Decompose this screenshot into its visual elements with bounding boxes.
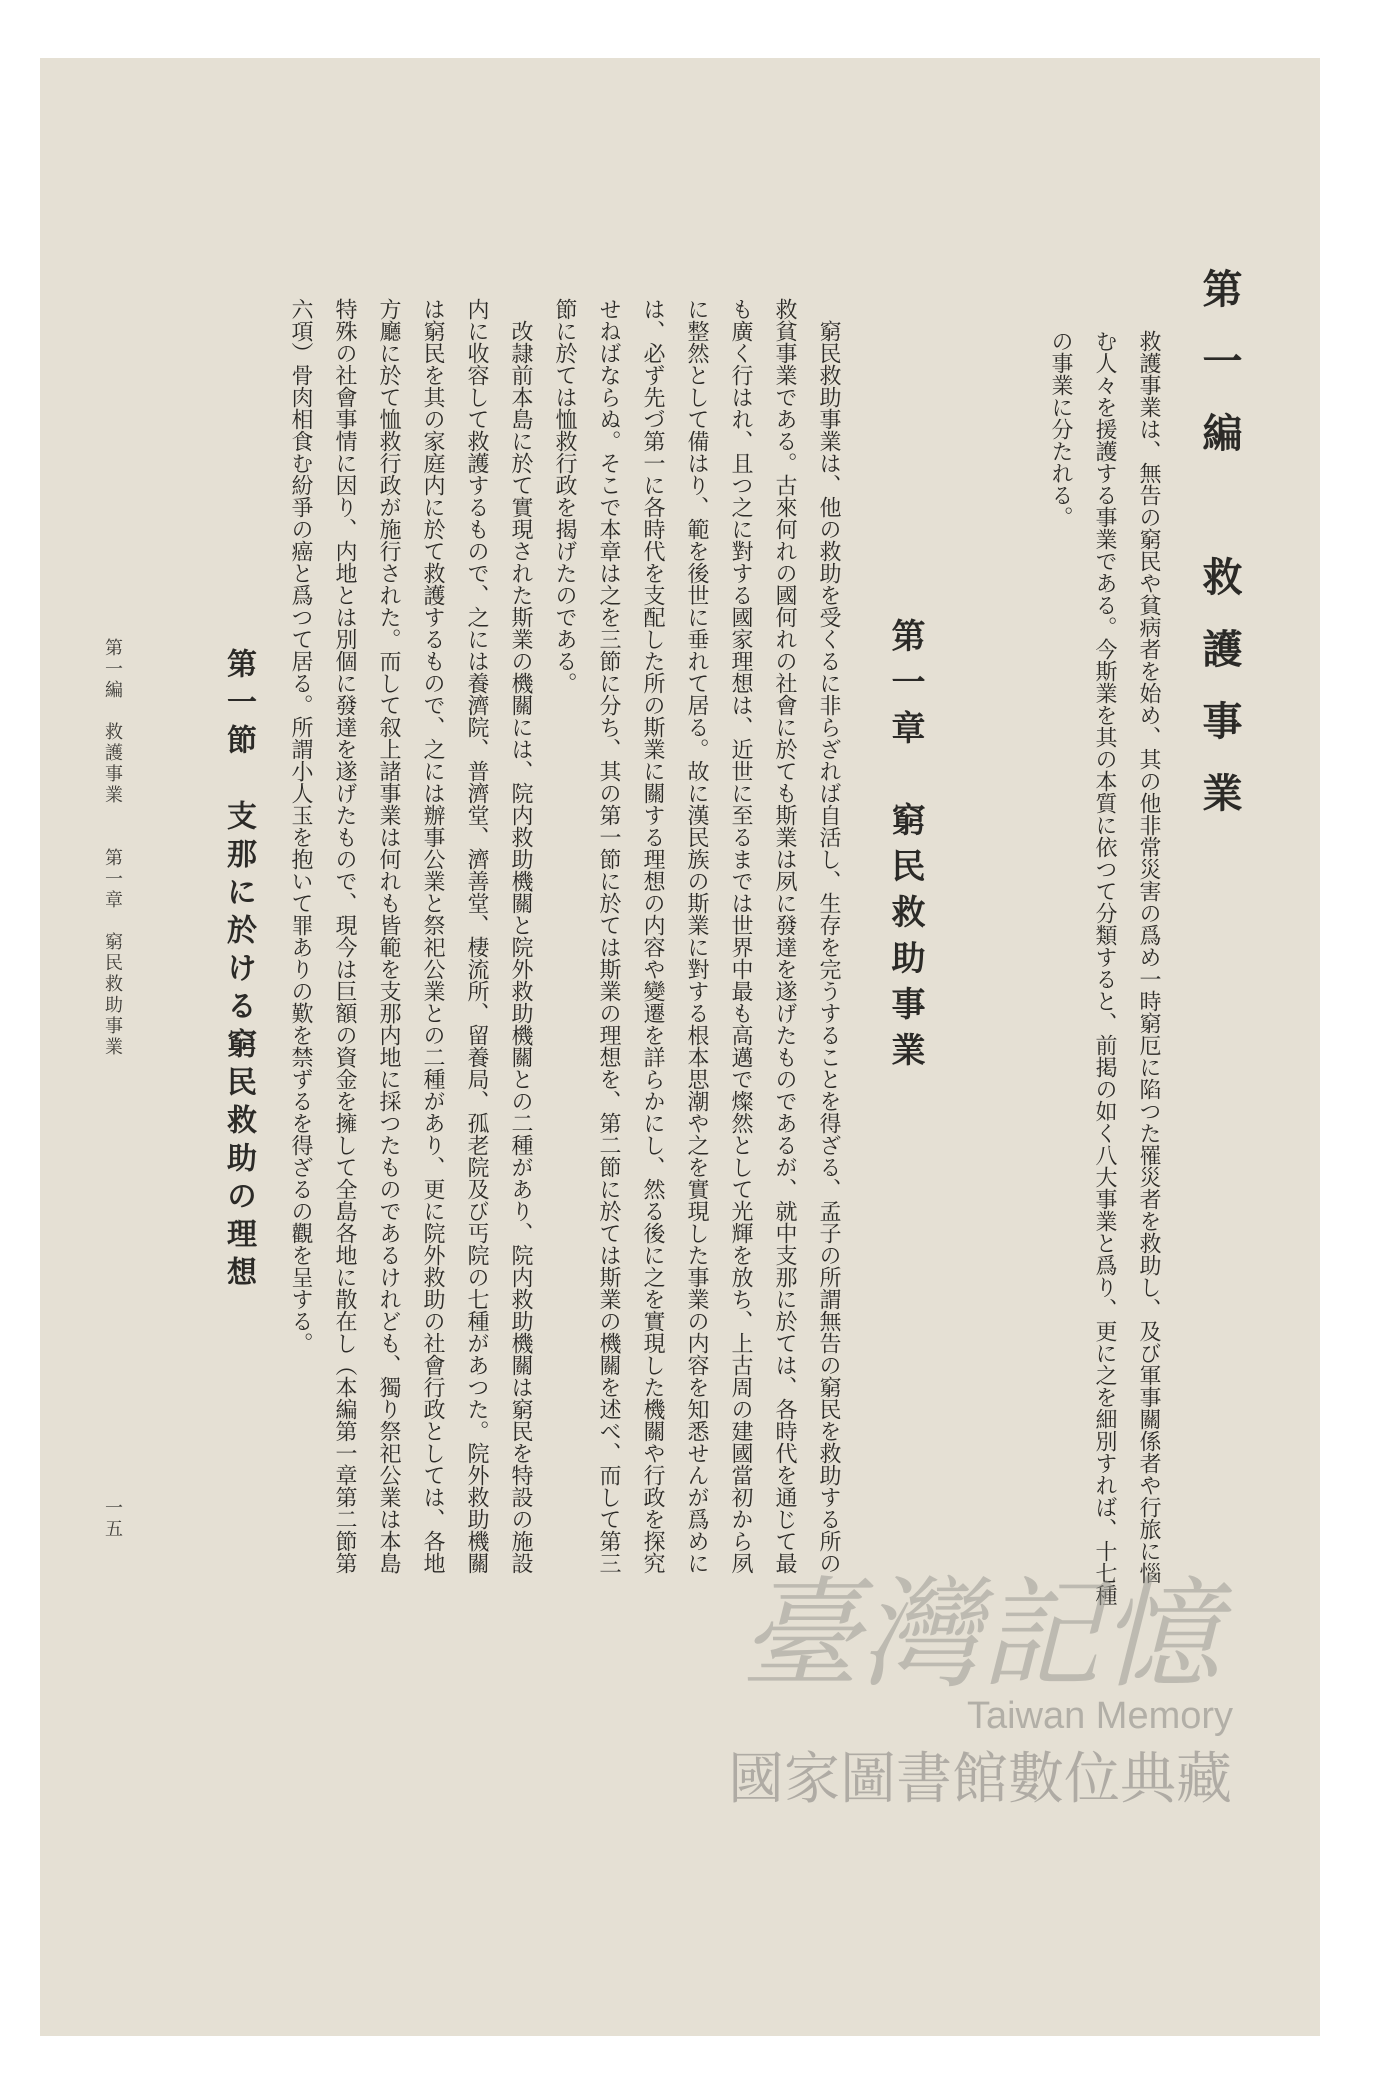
book-page xyxy=(40,58,1320,2036)
paragraph-line: 方廳に於て恤救行政が施行された。而して叙上諸事業は何れも皆範を支那内地に採つたものであるけれども、獨り祭祀公業は本島 xyxy=(376,298,401,1574)
paragraph-line: 救貧事業である。古來何れの國何れの社會に於ても斯業は夙に發達を遂げたものであるが、就中支那に於ては、各時代を通じて最 xyxy=(772,298,797,1574)
chapter-heading: 第一章 窮民救助事業 xyxy=(885,618,925,1078)
watermark-english: Taiwan Memory xyxy=(966,1695,1234,1737)
page-number: 一五 xyxy=(102,1498,123,1540)
library-watermark xyxy=(660,1558,1300,1818)
paragraph-line: せねばならぬ。そこで本章は之を三節に分ち、其の第一節に於ては斯業の理想を、第二節に於ては斯業の機關を述べ、而して第三 xyxy=(596,298,621,1574)
paragraph-line: も廣く行はれ、且つ之に對する國家理想は、近世に至るまでは世界中最も高邁で燦然として光輝を放ち、上古周の建國當初から夙 xyxy=(728,298,753,1574)
running-header: 第一編 救護事業 第一章 窮民救助事業 xyxy=(102,638,123,1058)
paragraph-line: 内に收容して救護するもので、之には養濟院、普濟堂、濟善堂、棲流所、留養局、孤老院及び丐院の七種があつた。院外救助機關 xyxy=(464,298,489,1574)
watermark-calligraphy: 臺灣記憶 xyxy=(740,1566,1220,1705)
paragraph-line: 特殊の社會事情に因り、内地とは別個に發達を遂げたもので、現今は巨額の資金を擁して全島各地に散在し（本編第一章第二節第 xyxy=(332,298,357,1574)
paragraph-line: 六項）骨肉相食む紛爭の癌と爲つて居る。所謂小人玉を抱いて罪ありの歎を禁ずるを得ざるの觀を呈する。 xyxy=(288,298,313,1354)
intro-line: 救護事業は、無告の窮民や貧病者を始め、其の他非常災害の爲め一時窮厄に陷つた罹災者を救助し、及び軍事關係者や行旅に惱 xyxy=(1136,330,1161,1584)
intro-line: む人々を援護する事業である。今斯業を其の本質に依つて分類すると、前掲の如く八大事業と爲り、更に之を細別すれば、十七種 xyxy=(1092,330,1117,1606)
paragraph-line: 窮民救助事業は、他の救助を受くるに非らざれば自活し、生存を完うすることを得ざる、孟子の所謂無告の窮民を救助する所の xyxy=(816,298,841,1574)
section-heading: 第一節 支那に於ける窮民救助の理想 xyxy=(221,648,256,1294)
paragraph-line: 改隷前本島に於て實現された斯業の機關には、院内救助機關と院外救助機關との二種があり、院内救助機關は窮民を特設の施設 xyxy=(508,298,533,1574)
part-title: 第一編 救護事業 xyxy=(1196,268,1243,844)
paragraph-line: に整然として備はり、範を後世に垂れて居る。故に漢民族の斯業に對する根本思潮や之を實現した事業の内容を知悉せんが爲めに xyxy=(684,298,709,1574)
paragraph-line: は窮民を其の家庭内に於て救護するもので、之には辦事公業と祭祀公業との二種があり、更に院外救助の社會行政としては、各地 xyxy=(420,298,445,1574)
paragraph-line: は、必ず先づ第一に各時代を支配した所の斯業に關する理想の内容や變遷を詳らかにし、然る後に之を實現した機關や行政を探究 xyxy=(640,298,665,1574)
watermark-institution: 國家圖書館數位典藏 xyxy=(728,1747,1232,1812)
intro-line: の事業に分たれる。 xyxy=(1048,330,1073,528)
paragraph-line: 節に於ては恤救行政を揭げたのである。 xyxy=(552,298,577,694)
